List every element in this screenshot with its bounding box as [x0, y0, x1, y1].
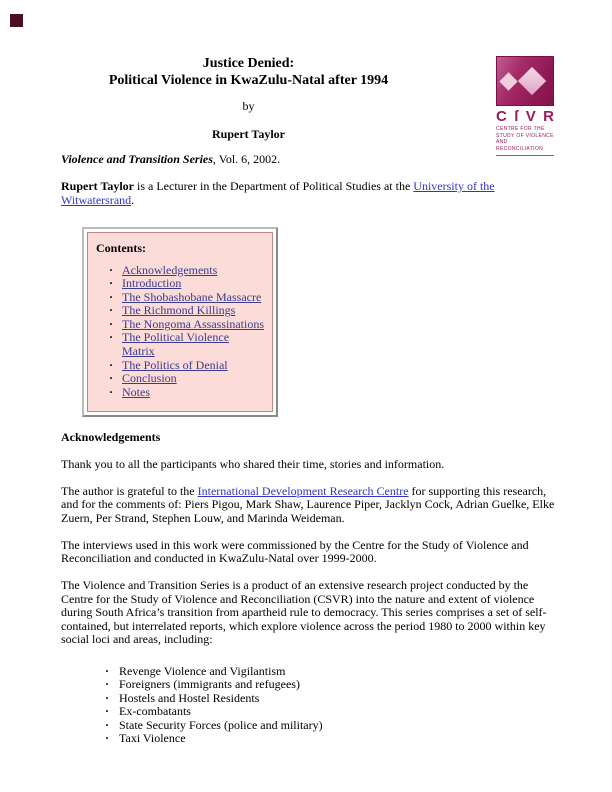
- contents-item: [96, 386, 264, 400]
- corner-marker-square: [10, 14, 23, 27]
- csvr-logo-image: [496, 56, 554, 106]
- loci-list: [61, 665, 559, 745]
- paragraph-grateful-before: The author is grateful to the: [61, 483, 198, 498]
- university-witwatersrand-link[interactable]: University of the Witwatersrand: [61, 179, 495, 207]
- series-title-italic: Violence and Transition Series: [61, 152, 213, 166]
- contents-item: [96, 372, 264, 386]
- contents-link-political-violence-matrix[interactable]: The Political Violence Matrix: [122, 330, 230, 359]
- paragraph-grateful-after: for supporting this research, and for the comments of: Piers Pigou, Mark Shaw, Laurence Piper, Jacklyn Cock, Adrian Guelke, Elke Zuern, Per Strand, Stephen Louw, and Marinda Weideman.: [61, 483, 555, 525]
- logo-tagline-line3: AND RECONCILIATION: [496, 139, 544, 152]
- document-header: [61, 55, 436, 141]
- contents-link-acknowledgements[interactable]: Acknowledgements: [122, 262, 218, 277]
- contents-link-nongoma-assassinations[interactable]: The Nongoma Assassinations: [122, 316, 264, 331]
- author-bio: [61, 180, 559, 207]
- contents-link-politics-of-denial[interactable]: The Politics of Denial: [122, 357, 228, 372]
- loci-item-revenge: Revenge Violence and Vigilantism: [119, 663, 286, 678]
- logo-tagline-line1: CENTRE FOR THE: [496, 126, 545, 132]
- contents-item: [96, 359, 264, 373]
- contents-item: [96, 304, 264, 318]
- csvr-logo: [496, 56, 554, 156]
- contents-box: [82, 227, 278, 417]
- contents-box-inner: [87, 232, 273, 412]
- idrc-link[interactable]: International Development Research Centre: [197, 483, 409, 498]
- contents-link-shobashobane-massacre[interactable]: The Shobashobane Massacre: [122, 289, 262, 304]
- contents-link-richmond-killings[interactable]: The Richmond Killings: [122, 303, 236, 318]
- page-title-line2: Political Violence in KwaZulu-Natal after 1994: [108, 73, 389, 88]
- contents-item: [96, 318, 264, 332]
- author-name: Rupert Taylor: [211, 126, 285, 141]
- series-volume: , Vol. 6, 2002.: [212, 152, 281, 166]
- paragraph-series-description: The Violence and Transition Series is a product of an extensive research project conducted by the Centre for the Study of Violence and Reconciliation (CSVR) into the nature and extent of violence during South Africa’s transition from apartheid rule to democracy. This series comprises a set of self-contained, but interrelated reports, which explore violence across the period 1980 to 2000 within key social loci and areas, including:: [61, 578, 547, 647]
- list-item: [61, 705, 559, 718]
- loci-item-state-security: State Security Forces (police and military): [119, 717, 323, 732]
- contents-heading: Contents:: [96, 241, 146, 255]
- list-item: [61, 732, 559, 745]
- series-citation: [61, 153, 559, 167]
- logo-diamond-small-icon: [499, 72, 517, 90]
- contents-list: [96, 264, 264, 400]
- page-title-line1: Justice Denied:: [202, 56, 295, 71]
- paragraph-thanks: Thank you to all the participants who shared their time, stories and information.: [61, 456, 445, 471]
- logo-tagline-line2: STUDY OF VIOLENCE: [496, 132, 554, 139]
- loci-item-foreigners: Foreigners (immigrants and refugees): [119, 677, 300, 692]
- author-bio-period: .: [131, 192, 135, 207]
- list-item: [61, 678, 559, 691]
- loci-item-taxi-violence: Taxi Violence: [119, 730, 186, 745]
- author-bio-name: Rupert Taylor: [61, 179, 135, 193]
- contents-link-notes[interactable]: Notes: [122, 384, 150, 399]
- author-bio-text: is a Lecturer in the Department of Political Studies at the: [134, 179, 414, 193]
- loci-item-excombatants: Ex-combatants: [119, 704, 191, 719]
- contents-item: [96, 264, 264, 278]
- list-item: [61, 665, 559, 678]
- logo-letter-v: V: [525, 108, 536, 125]
- logo-diamond-large-icon: [518, 67, 546, 95]
- byline-label: by: [242, 99, 255, 113]
- document-body: [61, 146, 559, 745]
- logo-letter-r: R: [543, 108, 554, 125]
- contents-item: [96, 277, 264, 291]
- paragraph-grateful: [61, 485, 559, 526]
- list-item: [61, 719, 559, 732]
- loci-item-hostels: Hostels and Hostel Residents: [119, 690, 260, 705]
- list-item: [61, 692, 559, 705]
- contents-link-conclusion[interactable]: Conclusion: [122, 371, 177, 386]
- paragraph-interviews: The interviews used in this work were commissioned by the Centre for the Study of Violence and Reconciliation and conducted in KwaZulu-Natal over 1999-2000.: [61, 537, 529, 566]
- contents-link-introduction[interactable]: Introduction: [122, 276, 182, 291]
- page-title: [61, 55, 436, 89]
- csvr-logo-acronym: [496, 109, 554, 124]
- acknowledgements-heading: Acknowledgements: [61, 429, 161, 444]
- logo-letter-s: ſ: [514, 108, 519, 125]
- contents-item: [96, 291, 264, 305]
- contents-item: [96, 331, 264, 358]
- logo-letter-c: C: [496, 108, 507, 125]
